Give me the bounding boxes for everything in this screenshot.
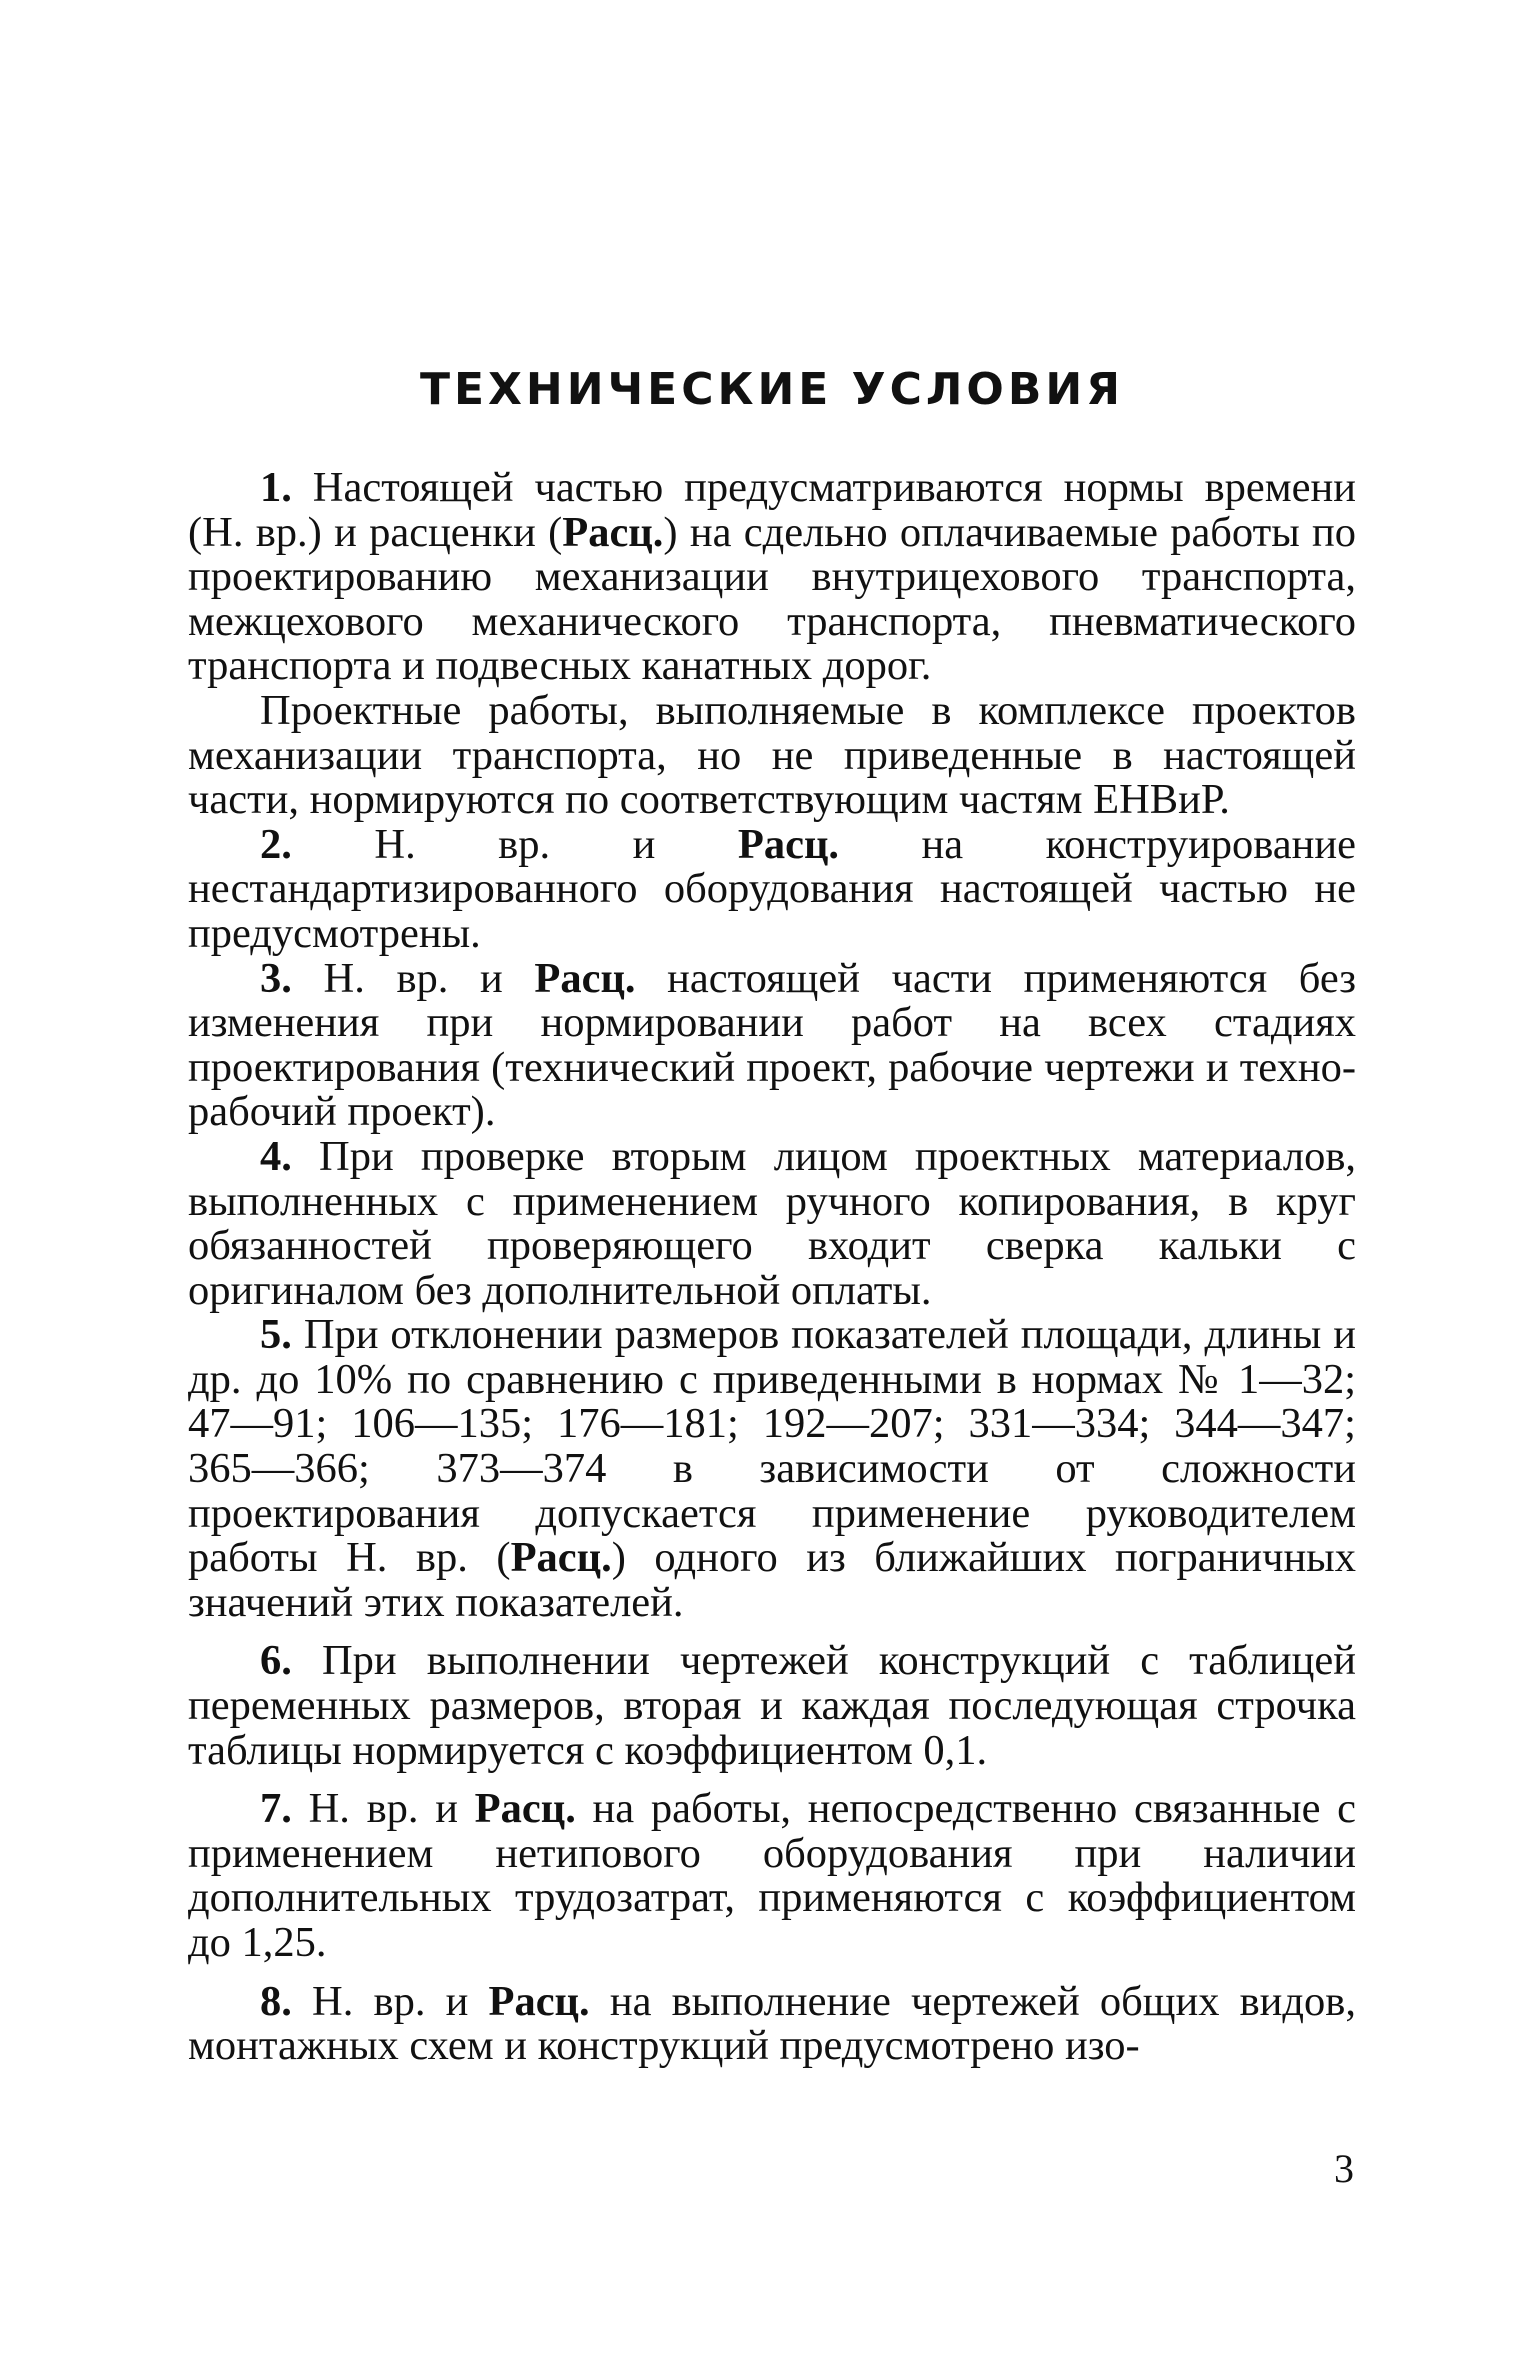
paragraph-text: Н. вр. и Расц. на выполнение чертежей общих видов, монтажных схем и конструкций предусмотрено изо- bbox=[188, 1977, 1356, 2070]
paragraph-number: 8. bbox=[260, 1977, 292, 2025]
paragraph-text: Проектные работы, выполняемые в комплексе проектов механизации транспорта, но не приведенные в настоящей части, нормируются по соответствующим частям ЕНВиР. bbox=[188, 686, 1356, 824]
paragraph-number: 2. bbox=[260, 820, 292, 868]
body-text bbox=[188, 466, 1356, 2069]
paragraph-7 bbox=[188, 1787, 1356, 1965]
paragraph-text: При отклонении размеров показателей площади, длины и др. до 10% по сравнению с приведенными в нормах № 1—32; 47—91; 106—135; 176—181; 192—207; 331—334; 344—347; 365—366; 373—374 в зависимости от сложности проектирования допускается применение руководителем работы Н. вр. (Расц.) одного из ближайших пограничных значений этих показателей. bbox=[188, 1311, 1357, 1626]
paragraph-number: 6. bbox=[260, 1637, 292, 1685]
abbreviation-rasts: Расц. bbox=[510, 1534, 612, 1582]
page-number: 3 bbox=[1334, 2146, 1354, 2191]
paragraph-number: 7. bbox=[260, 1785, 292, 1833]
paragraph-text: Настоящей частью предусматриваются нормы времени (Н. вр.) и расценки (Расц.) на сдельно оплачиваемые работы по проектированию механизации внутрицехового транспорта, межцехового механического транспорта, пневматического транспорта и подвесных канатных дорог. bbox=[188, 464, 1356, 690]
paragraph-3 bbox=[188, 954, 1356, 1136]
paragraph-number: 1. bbox=[260, 464, 292, 511]
paragraph-2 bbox=[188, 820, 1357, 957]
paragraph-number: 3. bbox=[260, 954, 292, 1002]
abbreviation-rasts: Расц. bbox=[474, 1785, 576, 1833]
paragraph-number: 4. bbox=[260, 1132, 292, 1180]
abbreviation-rasts: Расц. bbox=[488, 1977, 590, 2025]
paragraph-text: При выполнении чертежей конструкций с таблицей переменных размеров, вторая и каждая последующая строчка таблицы нормируется с коэффициентом 0,1. bbox=[188, 1637, 1357, 1774]
paragraph-5 bbox=[188, 1313, 1356, 1625]
paragraph-text: Н. вр. и Расц. на конструирование нестандартизированного оборудования настоящей частью не предусмотрены. bbox=[188, 820, 1357, 957]
abbreviation-rasts: Расц. bbox=[737, 820, 840, 868]
paragraph-6 bbox=[188, 1639, 1356, 1773]
paragraph-text: Н. вр. и Расц. на работы, непосредственно связанные с применением нетипового оборудования при наличии дополнительных трудозатрат, применяются с коэффициентом до 1,25. bbox=[188, 1785, 1357, 1966]
abbreviation-rasts: Расц. bbox=[534, 954, 636, 1002]
paragraph-1-continued bbox=[188, 686, 1356, 824]
paragraph-text: Н. вр. и Расц. настоящей части применяются без изменения при нормировании работ на всех стадиях проектирования (технический проект, рабочие чертежи и техно-рабочий проект). bbox=[188, 954, 1356, 1136]
paragraph-8 bbox=[188, 1977, 1356, 2070]
paragraph-text: При проверке вторым лицом проектных материалов, выполненных с применением ручного копирования, в круг обязанностей проверяющего входит сверка кальки с оригиналом без дополнительной оплаты. bbox=[188, 1132, 1357, 1314]
document-page bbox=[188, 0, 1356, 2361]
page-title: ТЕХНИЧЕСКИЕ УСЛОВИЯ bbox=[419, 364, 1125, 415]
paragraph-1 bbox=[188, 466, 1356, 689]
paragraph-4 bbox=[188, 1132, 1357, 1314]
paragraph-number: 5. bbox=[260, 1311, 292, 1359]
abbreviation-rasts: Расц. bbox=[562, 508, 664, 556]
